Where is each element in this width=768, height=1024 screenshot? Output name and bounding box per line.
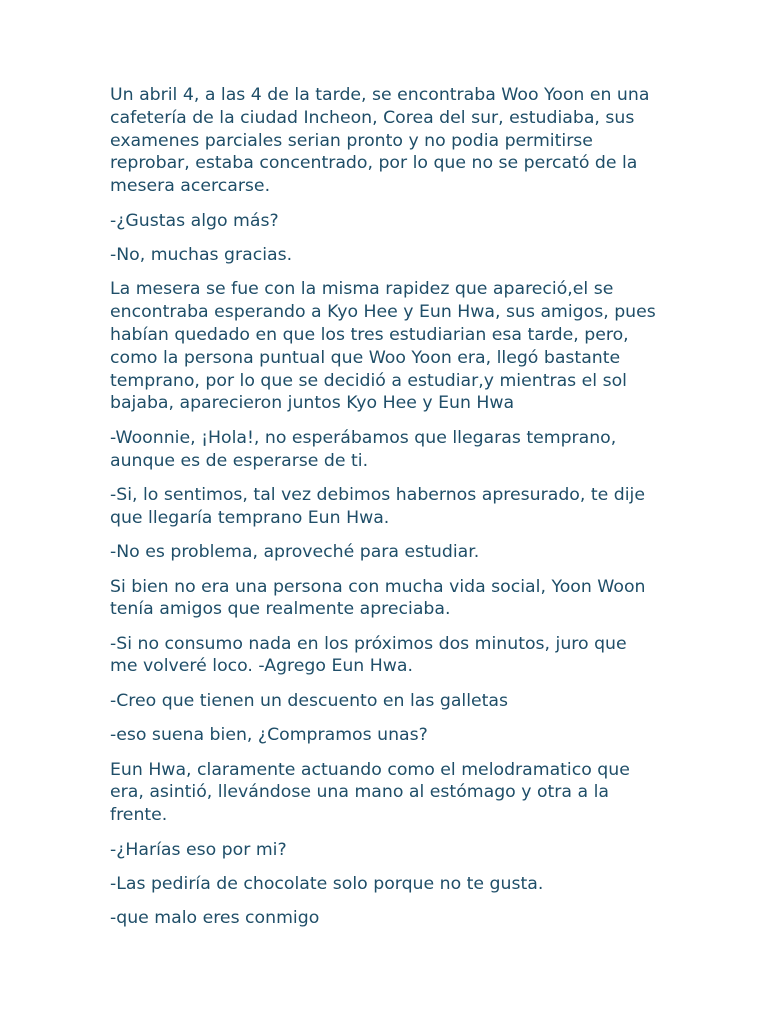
dialogue-line: -que malo eres conmigo <box>110 908 320 929</box>
document-body <box>110 84 658 942</box>
dialogue-line: -eso suena bien, ¿Compramos unas? <box>110 725 428 746</box>
dialogue-line: -Creo que tienen un descuento en las galletas <box>110 690 509 711</box>
dialogue-line: -No, muchas gracias. <box>110 244 293 265</box>
dialogue-line: -¿Gustas algo más? <box>110 210 279 231</box>
paragraph-narration: Si bien no era una persona con mucha vida social, Yoon Woon tenía amigos que realmente apreciaba. <box>110 576 646 620</box>
dialogue-line: -Woonnie, ¡Hola!, no esperábamos que llegaras temprano, aunque es de esperarse de ti. <box>110 427 617 471</box>
paragraph-narration: Eun Hwa, claramente actuando como el melodramatico que era, asintió, llevándose una mano al estómago y otra a la frente. <box>110 759 630 826</box>
dialogue-line: -Las pediría de chocolate solo porque no te gusta. <box>110 874 544 895</box>
dialogue-line: -Si no consumo nada en los próximos dos minutos, juro que me volveré loco. -Agrego Eun Hwa. <box>110 633 627 677</box>
paragraph-narration: La mesera se fue con la misma rapidez que apareció,el se encontraba esperando a Kyo Hee y Eun Hwa, sus amigos, pues habían quedado en que los tres estudiarian esa tarde, pero, como la persona puntual que Woo Yoon era, llegó bastante temprano, por lo que se decidió a estudiar,y mientras el sol bajaba, aparecieron juntos Kyo Hee y Eun Hwa <box>110 279 656 414</box>
paragraph-intro: Un abril 4, a las 4 de la tarde, se encontraba Woo Yoon en una cafetería de la ciudad Incheon, Corea del sur, estudiaba, sus examenes parciales serian pronto y no podia permitirse reprobar, estaba concentrado, por lo que no se percató de la mesera acercarse. <box>110 85 650 197</box>
dialogue-line: -Si, lo sentimos, tal vez debimos habernos apresurado, te dije que llegaría temprano Eun Hwa. <box>110 484 645 528</box>
dialogue-line: -No es problema, aproveché para estudiar. <box>110 542 480 563</box>
dialogue-line: -¿Harías eso por mi? <box>110 839 287 860</box>
